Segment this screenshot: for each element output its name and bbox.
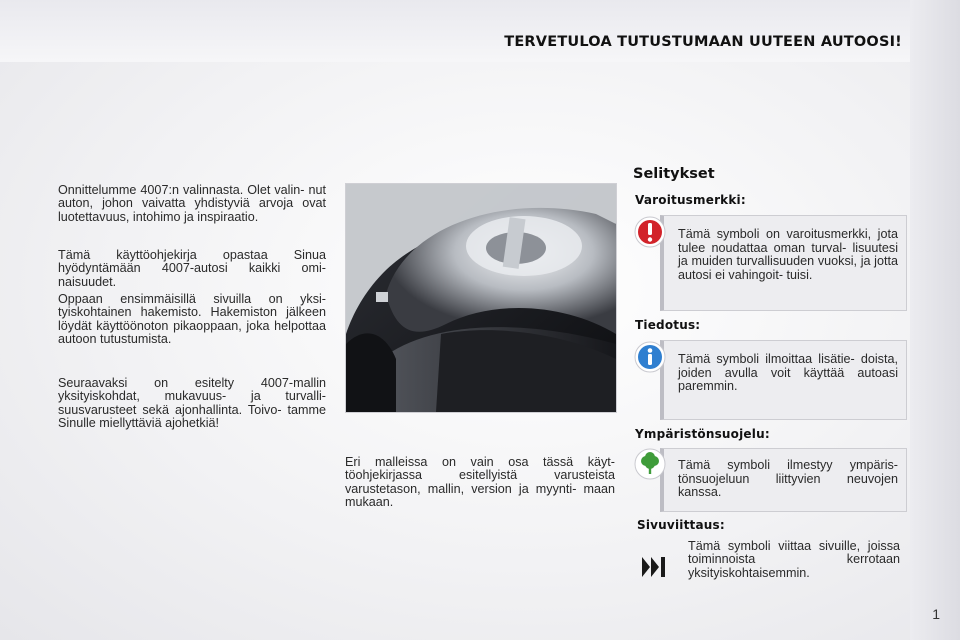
intro-paragraph-2: Tämä käyttöohjekirja opastaa Sinua hyödyntämään 4007-autosi kaikki omi- naisuudet. [58,248,326,289]
environment-box [660,448,907,512]
info-label: Tiedotus: [635,318,701,332]
page-title: TERVETULOA TUTUSTUMAAN UUTEEN AUTOOSI! [504,34,902,50]
intro-paragraph-1: Onnittelumme 4007:n valinnasta. Olet valin- nut auton, johon vaivatta yhdistyviä arvoja ovat luotettavuus, intohimo ja inspiraatio. [58,183,326,224]
page-reference-arrows-icon [640,554,670,585]
page-number: 1 [932,606,940,622]
right-margin-band [910,0,960,640]
environment-text: Tämä symboli ilmestyy ympäris- tönsuojeluun liittyvien neuvojen kanssa. [678,458,898,500]
environment-label: Ympäristönsuojelu: [635,427,770,441]
header-band [0,0,960,62]
info-icon [634,341,666,378]
legend-title: Selitykset [633,166,715,182]
model-variation-note: Eri malleissa on vain osa tässä käyt- töohjekirjassa esitellyistä varusteista varustetason, mallin, version ja myynti- maan mukaan. [345,455,615,510]
car-headlight-photo [345,183,617,413]
pageref-text: Tämä symboli viittaa sivuille, joissa toiminnoista kerrotaan yksityiskohtaisemmin. [688,539,900,580]
pageref-label: Sivuviittaus: [637,518,725,532]
warning-box [660,215,907,311]
warning-label: Varoitusmerkki: [635,193,746,207]
warning-text: Tämä symboli on varoitusmerkki, jota tulee noudattaa oman turval- lisuutesi ja muiden turvallisuuden vuoksi, ja jotta autosi ei vahingoit- tuisi. [678,227,898,282]
intro-paragraph-3: Oppaan ensimmäisillä sivuilla on yksi- tyiskohtainen hakemisto. Hakemiston jälkeen löydät käyttöönoton pikaoppaan, joka helpottaa autoon tutustumista. [58,292,326,347]
warning-exclamation-icon [634,216,666,253]
info-box [660,340,907,420]
tree-icon [634,448,666,485]
info-text: Tämä symboli ilmoittaa lisätie- doista, joiden avulla voit käyttää autoasi paremmin. [678,352,898,394]
intro-paragraph-4: Seuraavaksi on esitelty 4007-mallin yksityiskohdat, mukavuus- ja turvalli- suusvarusteet sekä ajonhallinta. Toivo- tamme Sinulle miellyttäviä ajohetkiä! [58,376,326,431]
